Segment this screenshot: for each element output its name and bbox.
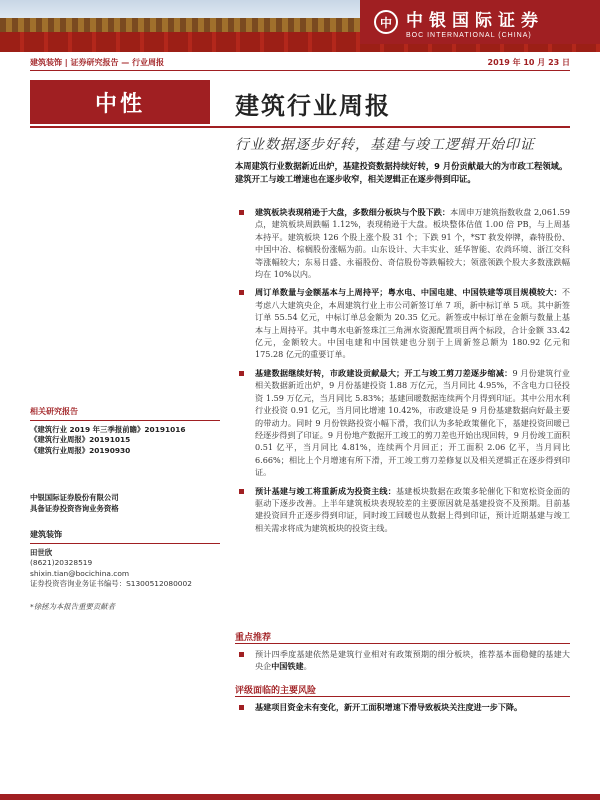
key-point-body: 本周申万建筑指数收盘 2,061.59 点，建筑板块周跌幅 1.12%，表现稍逊于大盘。板块整体估值 1.00 倍 PB，与上周基本持平。建筑板块 126 个股上涨个股 31 个；下跌 91 个，*ST 救发停牌，森特股份、中国中冶、棕榈股份涨幅为前。山东设计、大丰实业、延华智能、农尚环境、浙江交科等涨幅较大；东易日盛、永福股份、奇信股份等跌幅较大；领涨领跌个股大多数涨跌幅均在 10%以内。 (255, 207, 570, 280)
related-rule (30, 420, 220, 421)
contributor-note: *徐拯为本报告重要贡献者 (30, 601, 115, 611)
analyst-phone: (8621)20328519 (30, 558, 93, 567)
company-info (30, 493, 220, 514)
page-title: 建筑行业周报 (235, 92, 391, 120)
key-point-body: 9 月份建筑行业相关数据新近出炉，9 月份基建投资 1.88 万亿元，当月同比 4.95%，不含电力口径投资 1.59 万亿元，当月同比 5.83%；基建回暖数据连续两个月得到印证。其中公用水利行业投资 0.91 亿元，当月同比增速 10.42%，市政建设是 9 月份基建数据向好最主要的带动力。同时 9 月份铁路投资小幅下滑，我们认为多轮政策催化下，基建投资回暖已经逐步得到了印证。9 月份地产数据开工竣工的剪刀差也开始出现回转，9 月份竣工面积 0.51 亿平，当月同比 4.81%，连续两个月回正；开工面积 2.06 亿平，当月同比 6.66%；相比上个月增速有所下滑，开工竣工剪刀差修复以及相关逻辑正在逐步得到印证。 (255, 367, 570, 478)
key-points (235, 206, 570, 540)
analyst-license: 证券投资咨询业务证书编号：S1300512080002 (30, 579, 192, 588)
analyst-email[interactable]: shixin.tian@bocichina.com (30, 568, 130, 578)
recommend-item (235, 648, 570, 673)
related-reports (30, 407, 220, 456)
recommend-rule (235, 643, 570, 644)
summary-paragraph: 本周建筑行业数据新近出炉，基建投资数据持续好转，9 月份贡献最大的为市政工程领域。建筑开工与竣工增速也在逐步收窄，相关逻辑正在逐步得到印证。 (235, 161, 568, 184)
key-point-heading: 预计基建与竣工将重新成为投资主线： (255, 485, 396, 496)
risk-rule (235, 696, 570, 697)
risk-heading: 评级面临的主要风险 (235, 686, 317, 696)
related-report-item[interactable]: 《建筑行业周报》20191015 (30, 435, 131, 444)
company-name: 中银国际证券股份有限公司 (30, 493, 119, 502)
recommend-text: 预计四季度基建依然是建筑行业相对有政策预期的细分板块，推荐基本面稳健的基建大央企 (255, 649, 570, 672)
company-qualification: 具备证券投资咨询业务资格 (30, 503, 119, 513)
related-report-item[interactable]: 《建筑行业 2019 年三季报前瞻》20191016 (30, 424, 186, 434)
recommend-section (235, 648, 570, 679)
rating-badge: 中性 (30, 80, 210, 124)
bullet-icon (239, 489, 244, 494)
analyst-name: 田世欣 (30, 547, 53, 557)
risk-item (235, 701, 570, 713)
key-point-body: 不考虑八大建筑央企，本周建筑行业上市公司新签订单 7 项，新中标订单 5 项。其中新签订单 55.54 亿元，中标订单总金额为 20.35 亿元。新签或中标订单在金额与数量上基本与上周持平。其中粤水电新签珠江三角洲水资源配置项目两个标段，合计金额 33.42 亿元，金额较大。中国电建和中国铁建也分别于上周新签总额为 180.92 亿元和 175.28 亿元的重要订单。 (255, 287, 570, 360)
key-point-heading: 基建数据继续好转，市政建设贡献最大；开工与竣工剪刀差逐步缩减： (255, 367, 513, 378)
related-report-item[interactable]: 《建筑行业周报》20190930 (30, 445, 131, 455)
page-subtitle: 行业数据逐步好转，基建与竣工逻辑开始印证 (235, 137, 535, 153)
key-point-heading: 建筑板块表现稍逊于大盘，多数细分板块与个股下跌： (255, 207, 451, 217)
logo-english-name: BOC INTERNATIONAL (CHINA) (406, 31, 532, 39)
analyst-sector: 建筑装饰 (30, 530, 62, 539)
bullet-icon (239, 290, 244, 295)
boc-logo-icon: 中 (374, 10, 398, 34)
key-point (235, 286, 570, 360)
report-date: 2019 年 10 月 23 日 (487, 58, 570, 67)
logo-chinese-name: 中银国际证券 (406, 10, 544, 31)
bullet-icon (239, 705, 244, 710)
recommend-heading: 重点推荐 (235, 633, 272, 643)
bullet-icon (239, 210, 244, 215)
key-point-body: 基建板块数据在政策多轮催化下和宽松资金面的驱动下逐步改善。上半年建筑板块表现较差的主要原因就是基建投资不及预期。目前基建投资回升正逐步得到印证，同时竣工回暖也从数据上得到印证，预计近期基建与竣工相关需求将成为建筑板块的投资主线。 (255, 485, 570, 533)
bullet-icon (239, 371, 244, 376)
key-point (235, 206, 570, 280)
title-rule (30, 126, 570, 128)
analyst-rule (30, 543, 220, 544)
key-point (235, 485, 570, 535)
report-category: 建筑装饰 | 证券研究报告 — 行业周报 (30, 58, 165, 67)
risk-text: 基建项目资金未有变化，新开工面积增速下滑导致板块关注度进一步下降。 (255, 702, 523, 712)
header-banner (0, 0, 600, 52)
analyst-info (30, 530, 220, 612)
key-point (235, 367, 570, 479)
related-heading: 相关研究报告 (30, 407, 78, 416)
recommend-stock: 中国铁建 (271, 661, 304, 672)
risk-section (235, 701, 570, 719)
recommend-suffix: 。 (303, 661, 312, 672)
company-logo (360, 0, 600, 44)
report-subheader (30, 57, 570, 71)
key-point-heading: 周订单数量与金额基本与上周持平；粤水电、中国电建、中国铁建等项目规模较大： (255, 287, 562, 298)
bullet-icon (239, 652, 244, 657)
footer-bar (0, 794, 600, 800)
